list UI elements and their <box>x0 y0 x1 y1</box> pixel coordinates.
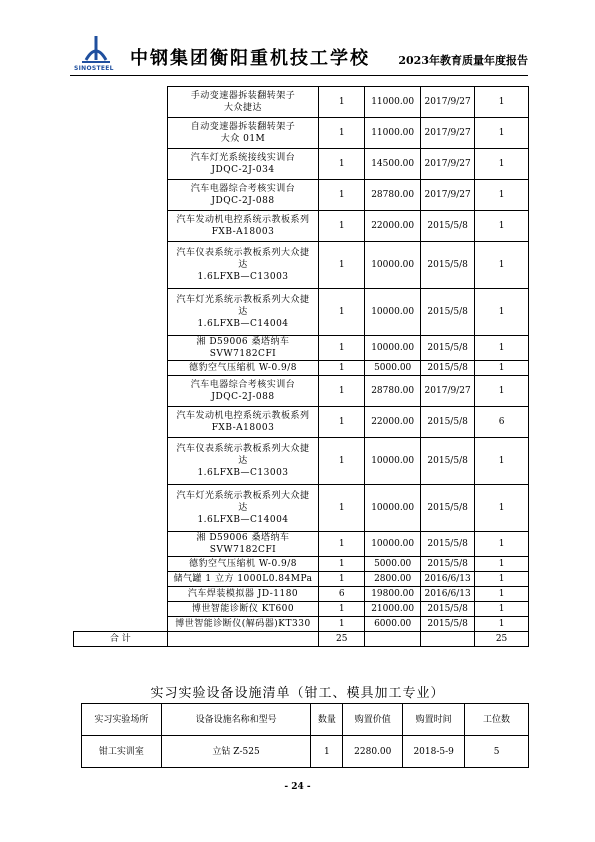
cell-name <box>167 289 319 336</box>
cell-count: 1 <box>475 438 529 485</box>
cell-price: 5000.00 <box>365 361 421 376</box>
cell-price: 10000.00 <box>365 532 421 557</box>
cell-qty: 1 <box>319 572 365 587</box>
cell-name-line: 大众捷达 <box>223 103 262 113</box>
cell-count: 1 <box>475 617 529 632</box>
cell-name-line: 1.6LFXB—C13003 <box>197 468 289 478</box>
header-cell: 购置价值 <box>343 704 403 736</box>
cell-price: 21000.00 <box>365 602 421 617</box>
cell-date: 2017/9/27 <box>421 87 475 118</box>
cell-name <box>167 407 319 438</box>
cell-qty: 1 <box>319 376 365 407</box>
cell-price <box>365 632 421 647</box>
cell-qty: 1 <box>319 438 365 485</box>
cell-price: 10000.00 <box>365 242 421 289</box>
table-row <box>82 736 529 768</box>
cell-name <box>167 376 319 407</box>
cell-qty: 1 <box>319 211 365 242</box>
cell-date: 2017/9/27 <box>421 376 475 407</box>
cell-qty: 1 <box>319 617 365 632</box>
cell-name <box>167 361 319 376</box>
school-name: 中钢集团衡阳重机技工学校 <box>130 48 370 69</box>
cell-name-line: 汽车仪表系统示教板系列大众捷 <box>176 248 310 258</box>
cell-price: 6000.00 <box>365 617 421 632</box>
cell-name <box>167 180 319 211</box>
cell-name-line: JDQC-2J-034 <box>211 165 275 175</box>
cell-qty: 1 <box>319 180 365 211</box>
cell-count: 1 <box>475 118 529 149</box>
cell-price: 28780.00 <box>365 376 421 407</box>
cell-name-line: FXB-A18003 <box>211 423 275 433</box>
cell-name-line: 博世智能诊断仪 KT600 <box>191 604 295 614</box>
cell-price: 14500.00 <box>365 149 421 180</box>
cell-date: 2018-5-9 <box>403 736 465 768</box>
cell-date: 2017/9/27 <box>421 180 475 211</box>
cell-date: 2017/9/27 <box>421 149 475 180</box>
cell-price: 10000.00 <box>365 438 421 485</box>
cell-name-line: 汽车电器综合考核实训台 <box>190 184 296 194</box>
cell-date <box>421 632 475 647</box>
cell-count: 1 <box>475 87 529 118</box>
cell-name <box>167 242 319 289</box>
cell-name-line: 汽车发动机电控系统示教板系列 <box>176 411 310 421</box>
cell-name <box>167 572 319 587</box>
header-cell: 数量 <box>311 704 343 736</box>
cell-price: 22000.00 <box>365 407 421 438</box>
cell-date: 2015/5/8 <box>421 485 475 532</box>
cell-name-line: 达 <box>238 307 248 317</box>
cell-count: 6 <box>475 407 529 438</box>
total-label: 合 计 <box>74 632 168 647</box>
cell-name-line: 手动变速器拆装翻转架子 <box>190 91 296 101</box>
cell-date: 2016/6/13 <box>421 572 475 587</box>
cell-count: 1 <box>475 211 529 242</box>
page-header <box>70 34 528 74</box>
cell-count: 1 <box>475 532 529 557</box>
cell-name <box>167 118 319 149</box>
cell-qty: 1 <box>319 557 365 572</box>
cell-qty: 1 <box>319 289 365 336</box>
cell-date: 2015/5/8 <box>421 211 475 242</box>
cell-date: 2015/5/8 <box>421 557 475 572</box>
cell-date: 2015/5/8 <box>421 242 475 289</box>
cell-name <box>167 211 319 242</box>
cell-qty: 1 <box>319 149 365 180</box>
cell-name <box>167 438 319 485</box>
cell-name-line: 自动变速器拆装翻转架子 <box>190 122 296 132</box>
page-number: - 24 - <box>284 782 311 792</box>
cell-price: 10000.00 <box>365 336 421 361</box>
cell-name-line: 1.6LFXB—C13003 <box>197 272 289 282</box>
cell-count: 1 <box>475 587 529 602</box>
cell-qty: 1 <box>311 736 343 768</box>
cell-count: 1 <box>475 289 529 336</box>
cell-count: 1 <box>475 602 529 617</box>
cell-price: 10000.00 <box>365 289 421 336</box>
cell-name-line: 汽车灯光系统接线实训台 <box>190 153 296 163</box>
header-cell: 工位数 <box>465 704 529 736</box>
cell-date: 2015/5/8 <box>421 289 475 336</box>
cell-name-line: 汽车焊装模拟器 JD-1180 <box>187 589 299 599</box>
cell-date: 2015/5/8 <box>421 336 475 361</box>
cell-price: 28780.00 <box>365 180 421 211</box>
cell-price: 2280.00 <box>343 736 403 768</box>
cell-name-line: 达 <box>238 456 248 466</box>
cell-count: 1 <box>475 361 529 376</box>
cell-name <box>167 485 319 532</box>
cell-price: 10000.00 <box>365 485 421 532</box>
cell-qty: 1 <box>319 336 365 361</box>
cell-name <box>167 87 319 118</box>
cell-price: 22000.00 <box>365 211 421 242</box>
cell-name-line: 1.6LFXB—C14004 <box>197 319 289 329</box>
cell-name <box>167 602 319 617</box>
cell-qty: 1 <box>319 118 365 149</box>
cell-date: 2015/5/8 <box>421 361 475 376</box>
cell-price: 5000.00 <box>365 557 421 572</box>
cell-count: 1 <box>475 557 529 572</box>
section-title: 实习实验设备设施清单（钳工、模具加工专业） <box>150 686 445 701</box>
cell-date: 2016/6/13 <box>421 587 475 602</box>
cell-name-line: 汽车灯光系统示教板系列大众捷 <box>176 491 310 501</box>
cell-name-line: 汽车灯光系统示教板系列大众捷 <box>176 295 310 305</box>
cell-price: 11000.00 <box>365 87 421 118</box>
cell-price: 2800.00 <box>365 572 421 587</box>
cell-count: 1 <box>475 149 529 180</box>
cell-qty: 1 <box>319 602 365 617</box>
cell-name-line: JDQC-2J-088 <box>211 392 275 402</box>
cell-name-line: 1.6LFXB—C14004 <box>197 515 289 525</box>
cell-name-line: 达 <box>238 503 248 513</box>
cell-name-line: FXB-A18003 <box>211 227 275 237</box>
cell-name <box>167 557 319 572</box>
cell-name <box>167 149 319 180</box>
total-count: 25 <box>475 632 529 647</box>
logo-text: SINOSTEEL <box>74 65 114 72</box>
table-row <box>74 87 529 118</box>
cell-name-line: 汽车电器综合考核实训台 <box>190 380 296 390</box>
total-row <box>74 632 529 647</box>
cell-count: 1 <box>475 336 529 361</box>
cell-name <box>167 617 319 632</box>
cell-date: 2015/5/8 <box>421 617 475 632</box>
total-qty: 25 <box>319 632 365 647</box>
cell-name <box>167 632 319 647</box>
header-cell: 实习实验场所 <box>82 704 162 736</box>
cell-name-line: 德豹空气压缩机 W-0.9/8 <box>188 559 298 569</box>
cell-name-line: 达 <box>238 260 248 270</box>
cell-date: 2015/5/8 <box>421 407 475 438</box>
cell-name-line: JDQC-2J-088 <box>211 196 275 206</box>
header-cell: 购置时间 <box>403 704 465 736</box>
cell-name-line: 博世智能诊断仪(解码器)KT330 <box>175 619 311 629</box>
equipment-table <box>73 86 529 647</box>
header-cell: 设备设施名称和型号 <box>161 704 311 736</box>
cell-name-line: 汽车仪表系统示教板系列大众捷 <box>176 444 310 454</box>
cell-qty: 6 <box>319 587 365 602</box>
cell-count: 1 <box>475 242 529 289</box>
cell-count: 1 <box>475 572 529 587</box>
cell-qty: 1 <box>319 87 365 118</box>
cell-qty: 1 <box>319 485 365 532</box>
cell-qty: 1 <box>319 361 365 376</box>
cell-count: 1 <box>475 180 529 211</box>
cell-name-line: 湘 D59006 桑塔纳车 SVW7182CFI <box>196 533 290 555</box>
cell-count: 1 <box>475 376 529 407</box>
cell-qty: 1 <box>319 242 365 289</box>
header-divider <box>70 75 528 76</box>
cell-name-line: 湘 D59006 桑塔纳车 SVW7182CFI <box>196 337 290 359</box>
cell-name-line: 储气罐 1 立方 1000L0.84MPa <box>173 574 313 584</box>
cell-date: 2017/9/27 <box>421 118 475 149</box>
cell-name <box>167 587 319 602</box>
cell-name <box>167 532 319 557</box>
cell-location: 钳工实训室 <box>82 736 162 768</box>
cell-count: 5 <box>465 736 529 768</box>
cell-name <box>167 336 319 361</box>
cell-location <box>74 87 168 632</box>
cell-date: 2015/5/8 <box>421 532 475 557</box>
table-header-row <box>82 704 529 736</box>
cell-name-line: 德豹空气压缩机 W-0.9/8 <box>188 363 298 373</box>
cell-price: 19800.00 <box>365 587 421 602</box>
cell-qty: 1 <box>319 532 365 557</box>
report-title: 2023年教育质量年度报告 <box>398 54 528 67</box>
cell-name-line: 大众 01M <box>220 134 266 144</box>
cell-name: 立钻 Z-525 <box>161 736 311 768</box>
cell-qty: 1 <box>319 407 365 438</box>
cell-price: 11000.00 <box>365 118 421 149</box>
cell-count: 1 <box>475 485 529 532</box>
cell-date: 2015/5/8 <box>421 438 475 485</box>
fitter-equipment-table <box>81 703 529 768</box>
cell-name-line: 汽车发动机电控系统示教板系列 <box>176 215 310 225</box>
cell-date: 2015/5/8 <box>421 602 475 617</box>
